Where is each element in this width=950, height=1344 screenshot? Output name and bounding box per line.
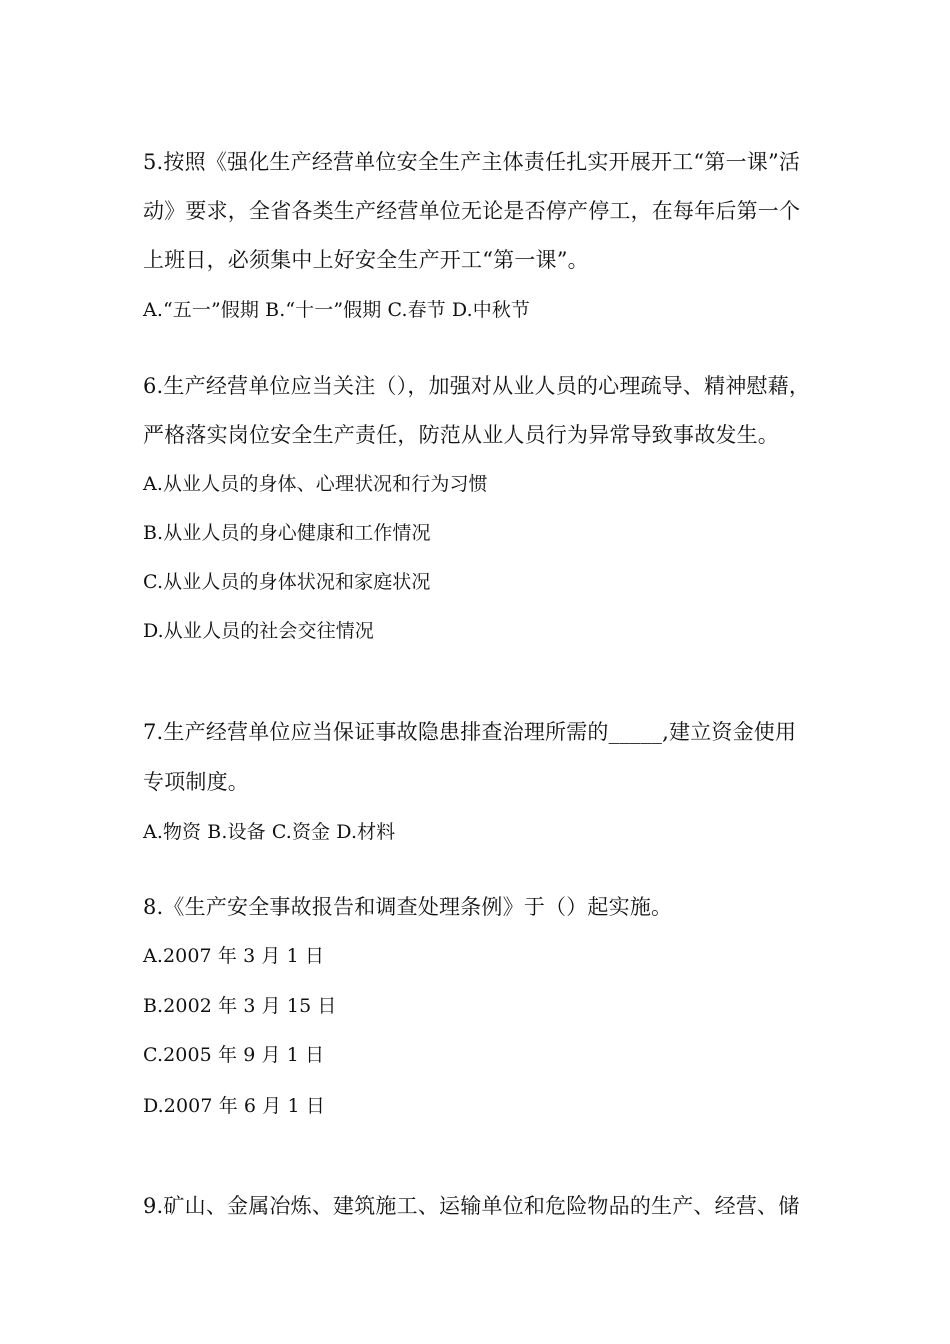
question-6-line-2: 严格落实岗位安全生产责任，防范从业人员行为异常导致事故发生。 xyxy=(143,423,779,447)
question-6-option-a: A.从业人员的身体、心理状况和行为习惯 xyxy=(143,473,488,495)
question-6-option-b: B.从业人员的身心健康和工作情况 xyxy=(143,522,431,544)
question-8-option-b: B.2002 年 3 月 15 日 xyxy=(143,995,337,1017)
question-6-line-1: 6.生产经营单位应当关注（），加强对从业人员的心理疏导、精神慰藉， xyxy=(143,374,811,398)
question-5-line-2: 动》要求，全省各类生产经营单位无论是否停产停工，在每年后第一个 xyxy=(143,199,801,223)
question-9-line-1: 9.矿山、金属冶炼、建筑施工、运输单位和危险物品的生产、经营、储 xyxy=(143,1194,800,1218)
question-6-option-d: D.从业人员的社会交往情况 xyxy=(143,620,374,642)
question-7-options: A.物资 B.设备 C.资金 D.材料 xyxy=(143,821,396,843)
question-8-line-1: 8.《生产安全事故报告和调查处理条例》于（）起实施。 xyxy=(143,895,673,919)
question-7-line-1: 7.生产经营单位应当保证事故隐患排查治理所需的_____,建立资金使用 xyxy=(143,720,797,744)
question-5-line-3: 上班日，必须集中上好安全生产开工“第一课”。 xyxy=(143,248,589,272)
question-6-option-c: C.从业人员的身体状况和家庭状况 xyxy=(143,571,431,593)
question-5-options: A.“五一”假期 B.“十一”假期 C.春节 D.中秋节 xyxy=(143,299,531,321)
question-8-option-a: A.2007 年 3 月 1 日 xyxy=(143,945,325,967)
question-5-line-1: 5.按照《强化生产经营单位安全生产主体责任扎实开展开工“第一课”活 xyxy=(143,150,801,174)
question-8-option-c: C.2005 年 9 月 1 日 xyxy=(143,1044,325,1066)
question-8-option-d: D.2007 年 6 月 1 日 xyxy=(143,1095,325,1117)
question-7-line-2: 专项制度。 xyxy=(143,770,249,794)
